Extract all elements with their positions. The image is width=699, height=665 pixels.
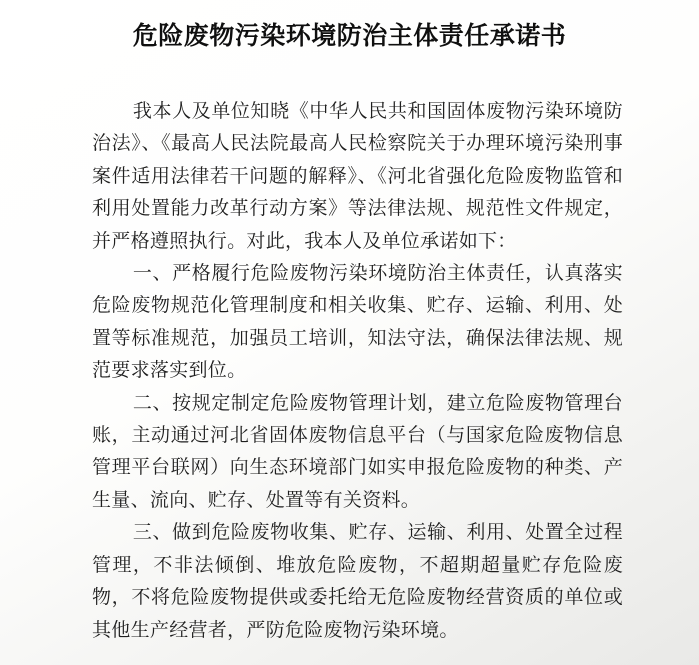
document-paragraph: 我本人及单位知晓《中华人民共和国固体废物污染环境防治法》、《最高人民法院最高人民检察院关于办理环境污染刑事案件适用法律若干问题的解释》、《河北省强化危险废物监管和利用处置能力改革行动方案》等法律法规、规范性文件规定，并严格遵照执行。对此，我本人及单位承诺如下： [92, 101, 623, 252]
document-body [0, 96, 699, 647]
document-paragraph: 一、严格履行危险废物污染环境防治主体责任，认真落实危险废物规范化管理制度和相关收集、贮存、运输、利用、处置等标准规范，加强员工培训，知法守法，确保法律法规、规范要求落实到位。 [92, 263, 623, 382]
document-paragraph: 二、按规定制定危险废物管理计划，建立危险废物管理台账，主动通过河北省固体废物信息平台（与国家危险废物信息管理平台联网）向生态环境部门如实申报危险废物的种类、产生量、流向、贮存、处置等有关资料。 [92, 392, 623, 511]
document-paragraph: 三、做到危险废物收集、贮存、运输、利用、处置全过程管理，不非法倾倒、堆放危险废物，不超期超量贮存危险废物，不将危险废物提供或委托给无危险废物经营资质的单位或其他生产经营者，严防危险废物污染环境。 [92, 522, 623, 641]
document-title: 危险废物污染环境防治主体责任承诺书 [132, 23, 567, 50]
